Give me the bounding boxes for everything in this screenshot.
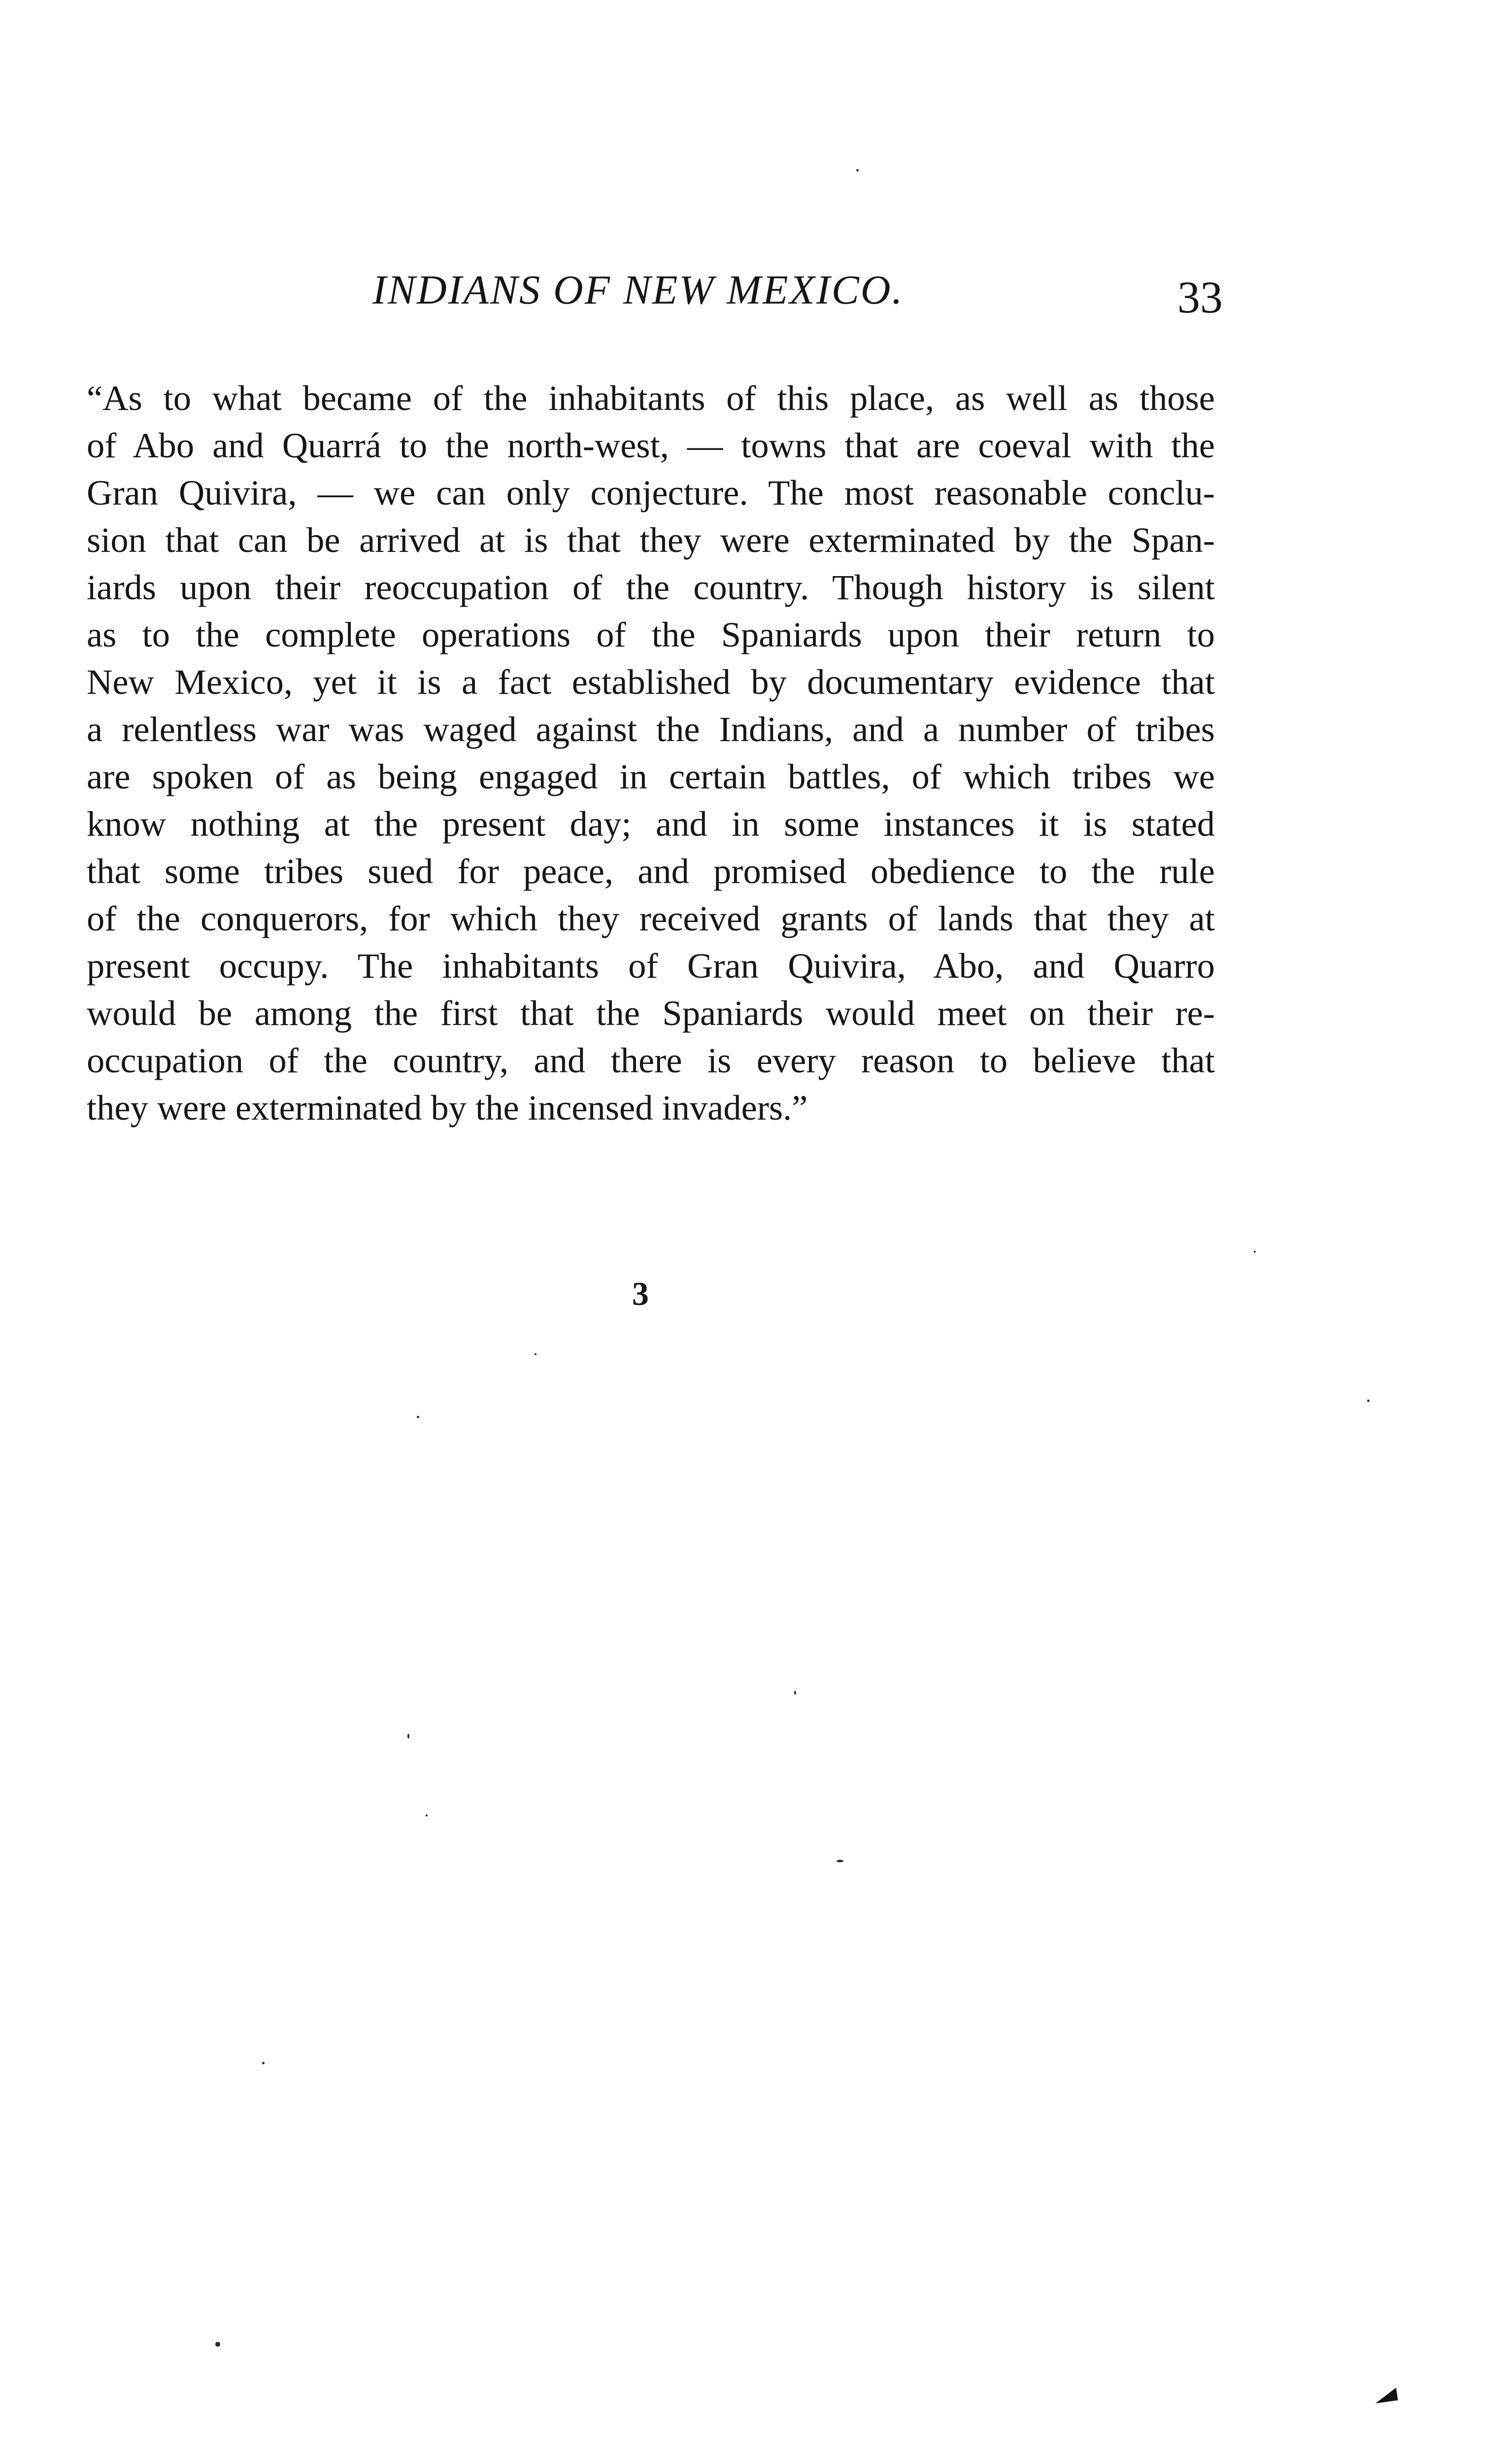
running-title: INDIANS OF NEW MEXICO.: [372, 267, 904, 313]
paragraph-line: present occupy. The inhabitants of Gran Quivira, Abo, and Quarro: [87, 946, 1215, 986]
paragraph-line: occupation of the country, and there is every reason to believe that: [87, 1040, 1215, 1080]
printer-signature-mark: 3: [632, 1275, 649, 1312]
scan-speck: [535, 1353, 536, 1355]
scan-speck: [1367, 1400, 1370, 1402]
scan-speck: [426, 1814, 428, 1816]
paragraph-line: as to the complete operations of the Spaniards upon their return to: [87, 615, 1215, 654]
scan-speck: [215, 2342, 220, 2347]
paragraph-line: a relentless war was waged against the Indians, and a number of tribes: [87, 709, 1215, 749]
paragraph-line: of the conquerors, for which they received grants of lands that they at: [87, 898, 1215, 938]
quoted-paragraph: [87, 375, 1215, 1131]
paragraph-line: of Abo and Quarrá to the north-west, — towns that are coeval with the: [87, 425, 1215, 465]
scan-speck: [417, 1416, 419, 1418]
scan-speck: [794, 1691, 796, 1695]
paragraph-line: are spoken of as being engaged in certain battles, of which tribes we: [87, 756, 1215, 796]
paragraph-line: know nothing at the present day; and in some instances it is stated: [87, 804, 1215, 844]
scan-speck: [856, 169, 859, 171]
scan-corner-mark: [1373, 2388, 1398, 2403]
scan-speck: [407, 1734, 409, 1739]
paragraph-line: sion that can be arrived at is that they were exterminated by the Span-: [87, 520, 1215, 560]
page-number: 33: [1177, 272, 1223, 322]
paragraph-line: that some tribes sued for peace, and promised obedience to the rule: [87, 851, 1215, 891]
paragraph-line: New Mexico, yet it is a fact established by documentary evidence that: [87, 662, 1215, 702]
scan-speck: [837, 1860, 843, 1862]
scan-speck: [262, 2062, 265, 2064]
paragraph-line: would be among the first that the Spaniards would meet on their re-: [87, 993, 1215, 1033]
running-head: [0, 261, 1507, 325]
scan-speck: [1254, 1251, 1256, 1253]
paragraph-line: Gran Quivira, — we can only conjecture. The most reasonable conclu-: [87, 473, 1215, 513]
paragraph-line: they were exterminated by the incensed invaders.”: [87, 1088, 808, 1128]
paragraph-line: iards upon their reoccupation of the country. Though history is silent: [87, 567, 1215, 607]
paragraph-line: “As to what became of the inhabitants of this place, as well as those: [87, 378, 1215, 418]
